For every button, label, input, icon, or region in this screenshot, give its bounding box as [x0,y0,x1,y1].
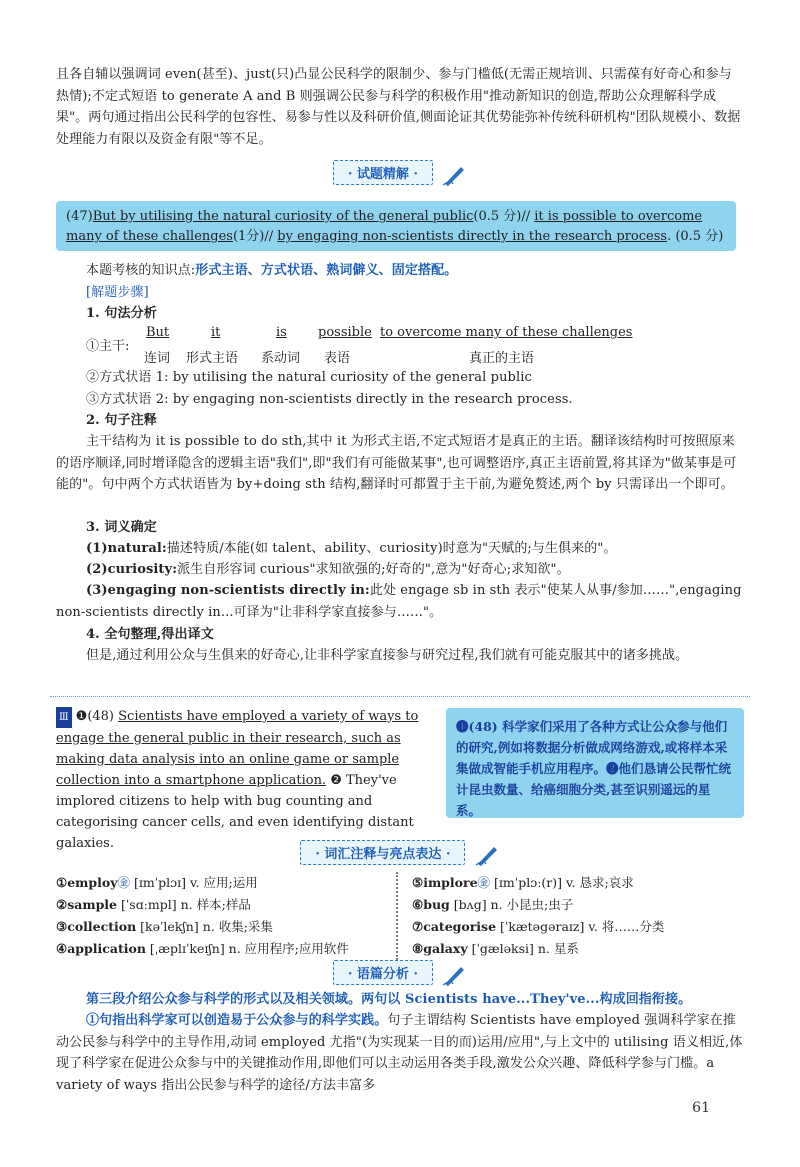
structure-word: possible [318,325,372,340]
banner-question-analysis [0,160,800,186]
word-note-2: (2)curiosity:派生自形容词 curious"求知欲强的;好奇的",意为"好奇心;求知欲"。 [86,562,570,577]
trunk-label: ①主干: [86,339,130,354]
vocab-item: ⑦categorise [ˈkætəgəraɪz] v. 将……分类 [412,919,665,934]
translation: 但是,通过利用公众与生俱来的好奇心,让非科学家直接参与研究过程,我们就有可能克服其中的诸多挑战。 [86,648,689,663]
step3-title: 3. 词义确定 [86,520,157,535]
word-note-3: (3)engaging non-scientists directly in:此处 engage sb in sth 表示"使某人从事/参加……",engaging non-scientists directly in...可译为"让非科学家直接参与……"。 [56,583,742,620]
structure-role: 系动词 [261,351,301,366]
divider [50,696,750,697]
score-2: (1分)// [232,229,278,244]
structure-role: 连词 [144,351,171,366]
adverbial-2: ③方式状语 2: by engaging non-scientists directly in the research process. [86,392,573,407]
knowledge-points: 本题考核的知识点:形式主语、方式状语、熟词僻义、固定搭配。 [86,263,458,278]
score-3: . (0.5 分) [667,229,724,244]
structure-role: 形式主语 [186,351,239,366]
vocab-list-left [56,872,349,960]
analysis-lead: 第三段介绍公众参与科学的形式以及相关领域。两句以 Scientists have...They've...构成回指衔接。 [86,992,692,1007]
vocab-item: ⑥bug [bʌg] n. 小昆虫;虫子 [412,897,574,912]
structure-word: it [211,325,221,340]
question-segment-3: by engaging non-scientists directly in the research process [277,229,668,244]
banner-vocabulary: · 词汇注释与亮点表达 · [0,840,800,866]
question-segment-2: it is possible to overcome many of these challenges [66,209,703,244]
word-note-1: (1)natural:描述特质/本能(如 talent、ability、curiosity)时意为"天赋的;与生俱来的"。 [86,541,617,556]
vocab-list-right [412,872,664,960]
banner-discourse-analysis: · 语篇分析 · [0,960,800,986]
vocab-item: ⑤implore㊎ [ɪmˈplɔː(r)] v. 恳求;哀求 [412,875,634,890]
vocab-item: ④application [ˌæplɪˈkeɪʃn] n. 应用程序;应用软件 [56,941,349,956]
structure-word: But [146,325,170,340]
intro-paragraph: 且各自辅以强调词 even(甚至)、just(只)凸显公民科学的限制少、参与门槛低(无需正规培训、只需葆有好奇心和参与热情);不定式短语 to generate A and B 则强调公民参与科学的积极作用"推动新知识的创造,帮助公众理解科学成果"。两句通过指出公民科学的包容性、易参与性以及科研价值,侧面论证其优势能弥补传统科研机构"团队规模小、数据处理能力有限以及资金有限"等不足。 [56,67,741,147]
note-paragraph: 主干结构为 it is possible to do sth,其中 it 为形式主语,不定式短语才是真正的主语。翻译该结构时可按照原来的语序顺译,同时增译隐含的逻辑主语"我们",即"我们有可能做某事",也可调整语序,真正主语前置,将其译为"做某事是可能的"。句中两个方式状语皆为 by+doing sth 结构,翻译时可都置于主干前,为避免赘述,两个 by 只需译出一个即可。 [56,434,737,492]
vocab-item: ②sample [ˈsɑːmpl] n. 样本;样品 [56,897,251,912]
vocab-item: ⑧galaxy [ˈgæləksi] n. 星系 [412,941,579,956]
structure-word: to overcome many of these challenges [380,325,633,340]
analysis-paragraph: ①句指出科学家可以创造易于公众参与的科学实践。句子主谓结构 Scientists have employed 强调科学家在推动公民参与科学中的主导作用,动词 employed 尤指"(为实现某一目的而)运用/应用",与上文中的 utilising 语义相近,体现了科学家在促进公众参与中的关键推动作用,即他们可以主动运用各类手段,激发公众兴趣、降低科学参与门槛。a variety of ways 指出公民参与科学的途径/方法丰富多 [56,1013,743,1093]
steps-label: [解题步骤] [86,285,149,300]
question-box [56,201,736,251]
pen-icon [474,844,500,866]
vocab-divider [396,872,404,960]
adverbial-1: ②方式状语 1: by utilising the natural curiosity of the general public [86,370,532,385]
section-marker: Ⅲ [56,707,72,728]
page-number: 61 [692,1100,710,1116]
pen-icon [441,964,467,986]
structure-role: 真正的主语 [469,351,535,366]
question-segment-1: But by utilising the natural curiosity of the general public [92,209,474,224]
question-number: (47) [66,209,93,224]
section3-text: Ⅲ ❶(48) Scientists have employed a variety of ways to engage the general public in their research, such as making data analysis into an online game or sample collection into a smartphone application. ❷ They've implored citizens to help with bug counting and categorising cancer cells, and even identifying distant galaxies. [56,709,419,851]
score-1: (0.5 分)// [473,209,535,224]
pen-icon [441,164,467,186]
sentence-structure [86,325,706,369]
structure-role: 表语 [324,351,351,366]
banner-label: · 试题精解 · [333,160,433,185]
structure-word: is [276,325,287,340]
section3-translation-box: ❶(48) 科学家们采用了各种方式让公众参与他们的研究,例如将数据分析做成网络游戏,或将样本采集做成智能手机应用程序。❷他们恳请公民帮忙统计昆虫数量、给癌细胞分类,甚至识别遥远的星系。 [446,708,744,818]
step1-title: 1. 句法分析 [86,306,157,321]
vocab-item: ①employ㊎ [ɪmˈplɔɪ] v. 应用;运用 [56,875,258,890]
step2-title: 2. 句子注释 [86,413,157,428]
vocab-item: ③collection [kəˈlekʃn] n. 收集;采集 [56,919,273,934]
step4-title: 4. 全句整理,得出译文 [86,627,214,642]
